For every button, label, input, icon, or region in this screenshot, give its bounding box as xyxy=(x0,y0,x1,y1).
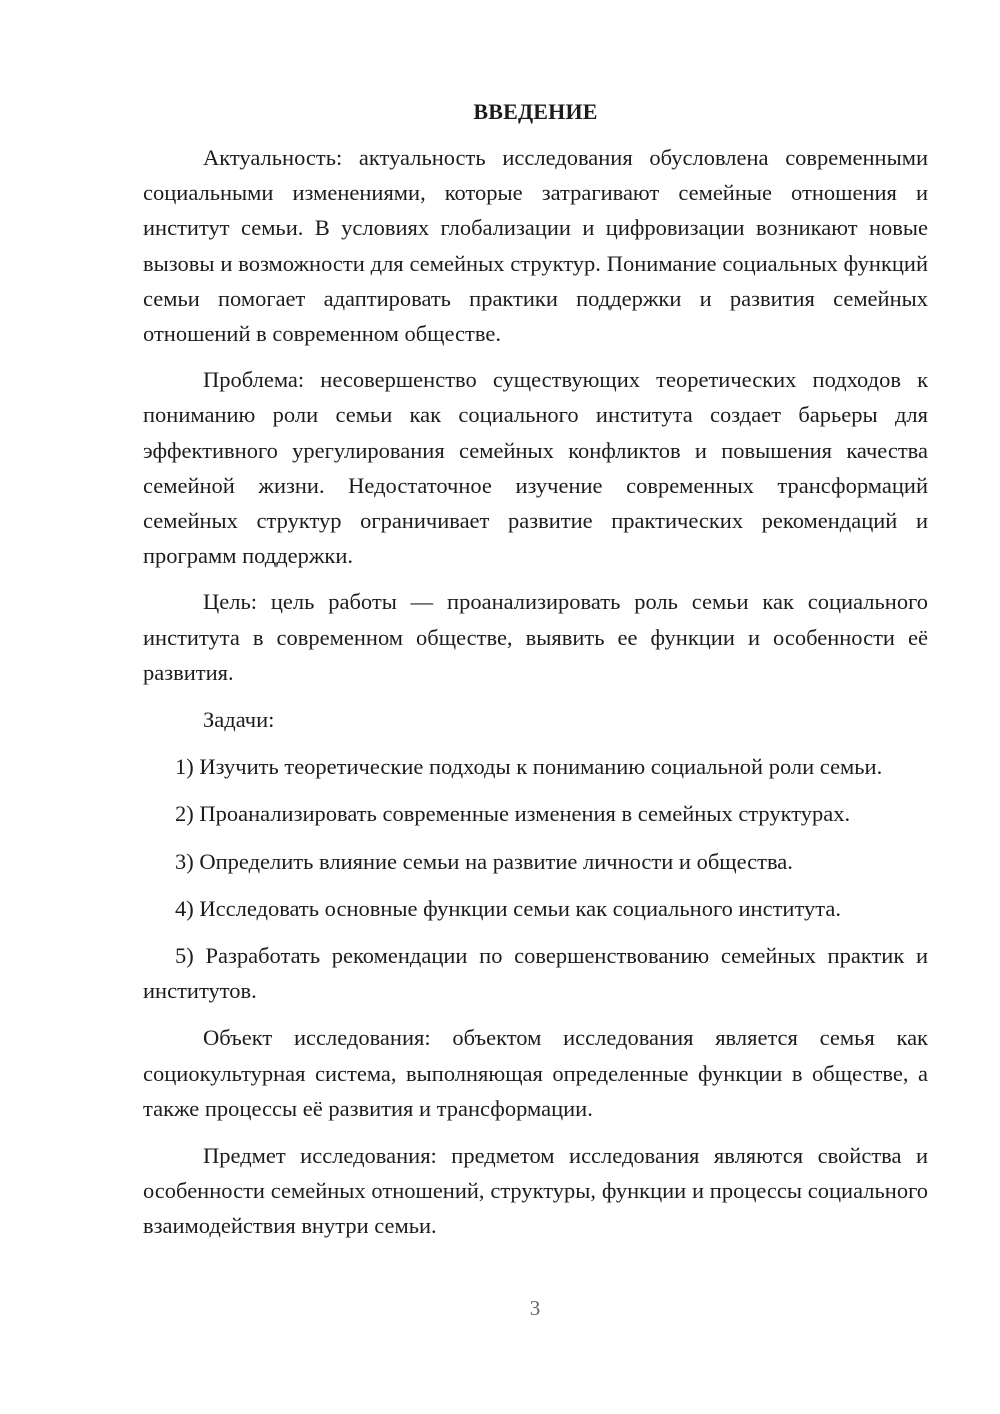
paragraph-relevance: Актуальность: актуальность исследования обусловлена современными социальными изменениями, которые затрагивают семейные отношения и институт семьи. В условиях глобализации и цифровизации возникают новые вызовы и возможности для семейных структур. Понимание социальных функций семьи помогает адаптировать практики поддержки и развития семейных отношений в современном обществе. xyxy=(143,145,928,347)
section-title: ВВЕДЕНИЕ xyxy=(473,99,598,124)
task-item-1: 1) Изучить теоретические подходы к пониманию социальной роли семьи. xyxy=(175,754,883,780)
task-item-5: 5) Разработать рекомендации по совершенствованию семейных практик и институтов. xyxy=(143,943,928,1004)
task-item-3: 3) Определить влияние семьи на развитие личности и общества. xyxy=(175,848,793,874)
task-item-2: 2) Проанализировать современные изменения в семейных структурах. xyxy=(175,801,851,827)
page-number: 3 xyxy=(529,1296,541,1320)
paragraph-goal: Цель: цель работы — проанализировать роль семьи как социального института в современном обществе, выявить ее функции и особенности её развития. xyxy=(143,589,928,685)
paragraph-problem: Проблема: несовершенство существующих теоретических подходов к пониманию роли семьи как социального института создает барьеры для эффективного урегулирования семейных конфликтов и повышения качества семейной жизни. Недостаточное изучение современных трансформаций семейных структур ограничивает развитие практических рекомендаций и программ поддержки. xyxy=(143,367,928,569)
tasks-heading: Задачи: xyxy=(203,707,275,733)
paragraph-subject: Предмет исследования: предметом исследования являются свойства и особенности семейных отношений, структуры, функции и процессы социального взаимодействия внутри семьи. xyxy=(143,1143,928,1239)
page-body xyxy=(143,94,928,1244)
paragraph-object: Объект исследования: объектом исследования является семья как социокультурная система, выполняющая определенные функции в обществе, а также процессы её развития и трансформации. xyxy=(143,1025,928,1121)
task-item-4: 4) Исследовать основные функции семьи как социального института. xyxy=(175,895,841,921)
